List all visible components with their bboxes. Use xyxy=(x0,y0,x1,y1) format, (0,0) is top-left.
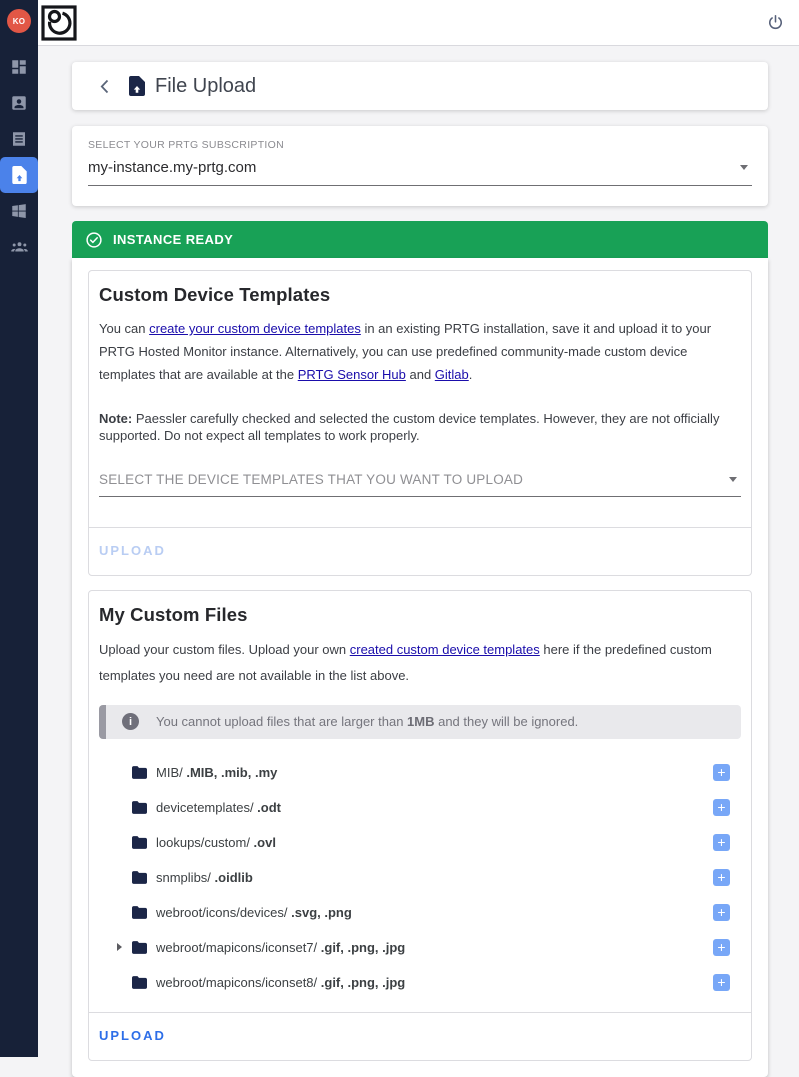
add-file-button[interactable]: + xyxy=(713,764,730,781)
back-button[interactable] xyxy=(100,79,109,94)
sidebar-item-dashboard[interactable] xyxy=(0,49,38,85)
add-file-button[interactable]: + xyxy=(713,974,730,991)
templates-card-footer xyxy=(89,527,751,575)
account-badge-icon xyxy=(10,94,28,112)
status-banner xyxy=(72,221,768,258)
folder-icon xyxy=(132,976,147,989)
chevron-down-icon xyxy=(740,165,748,170)
folder-label: lookups/custom/ .ovl xyxy=(156,834,276,850)
upload-templates-button[interactable]: UPLOAD xyxy=(99,542,166,558)
subscription-label: SELECT YOUR PRTG SUBSCRIPTION xyxy=(88,139,284,151)
folder-label: MIB/ .MIB, .mib, .my xyxy=(156,764,278,780)
sidebar-item-list[interactable] xyxy=(0,121,38,157)
my-custom-files-card xyxy=(88,590,752,1061)
info-banner-text: You cannot upload files that are larger than 1MB and they will be ignored. xyxy=(156,714,579,730)
device-templates-select-placeholder: SELECT THE DEVICE TEMPLATES THAT YOU WANT TO UPLOAD xyxy=(99,471,524,487)
folder-row xyxy=(99,790,741,825)
status-banner-text: INSTANCE READY xyxy=(113,232,234,247)
custom-files-card-title: My Custom Files xyxy=(99,603,248,625)
file-upload-icon xyxy=(12,166,27,184)
main-content xyxy=(38,47,799,1077)
text-link[interactable]: Gitlab xyxy=(434,366,469,382)
folder-icon xyxy=(132,836,147,849)
folder-row xyxy=(99,755,741,790)
device-templates-select[interactable] xyxy=(99,472,741,497)
content-container xyxy=(72,258,768,1077)
upload-custom-files-button[interactable]: UPLOAD xyxy=(99,1027,166,1043)
templates-note: Note: Paessler carefully checked and selected the custom device templates. However, they are not officially supported. Do not expect all templates to work properly. xyxy=(99,411,720,444)
add-file-button[interactable]: + xyxy=(713,834,730,851)
check-circle-icon xyxy=(85,231,103,249)
folder-label: webroot/icons/devices/ .svg, .png xyxy=(156,904,352,920)
add-file-button[interactable]: + xyxy=(713,939,730,956)
folder-icon xyxy=(132,766,147,779)
sidebar-item-team[interactable] xyxy=(0,229,38,265)
folder-row xyxy=(99,965,741,1000)
folder-list xyxy=(99,755,741,1012)
folder-label: snmplibs/ .oidlib xyxy=(156,869,253,885)
templates-card-title: Custom Device Templates xyxy=(99,284,331,305)
expand-caret-icon[interactable] xyxy=(117,943,132,951)
folder-icon xyxy=(132,871,147,884)
add-file-button[interactable]: + xyxy=(713,799,730,816)
info-icon: i xyxy=(122,713,139,730)
sidebar-item-account[interactable] xyxy=(0,85,38,121)
folder-icon xyxy=(132,801,147,814)
info-banner xyxy=(99,705,741,739)
custom-files-intro: Upload your custom files. Upload your own created custom device templates here if the predefined custom templates you need are not available in the list above. xyxy=(99,641,712,683)
custom-device-templates-card xyxy=(88,270,752,576)
page-title: File Upload xyxy=(155,74,257,97)
list-icon xyxy=(10,130,28,148)
folder-icon xyxy=(132,941,147,954)
folder-row xyxy=(99,860,741,895)
subscription-select[interactable] xyxy=(88,159,752,186)
paessler-logo-icon[interactable] xyxy=(41,5,77,41)
sidebar-item-file-upload[interactable] xyxy=(0,157,38,193)
folder-label: webroot/mapicons/iconset8/ .gif, .png, .jpg xyxy=(156,974,406,990)
folder-row xyxy=(99,930,741,965)
folder-row xyxy=(99,825,741,860)
subscription-value: my-instance.my-prtg.com xyxy=(88,159,257,176)
custom-files-card-footer xyxy=(89,1012,751,1060)
folder-label: webroot/mapicons/iconset7/ .gif, .png, .jpg xyxy=(156,939,406,955)
text-link[interactable]: created custom device templates xyxy=(349,641,540,657)
people-group-icon xyxy=(10,238,29,256)
sidebar xyxy=(0,0,38,1057)
power-icon[interactable] xyxy=(767,14,784,31)
page-title-card xyxy=(72,62,768,110)
file-upload-icon xyxy=(129,76,145,96)
avatar[interactable]: KO xyxy=(7,9,31,33)
folder-label: devicetemplates/ .odt xyxy=(156,799,281,815)
chevron-down-icon xyxy=(729,477,737,482)
sidebar-nav xyxy=(0,49,38,265)
subscription-card xyxy=(72,126,768,206)
folder-icon xyxy=(132,906,147,919)
add-file-button[interactable]: + xyxy=(713,869,730,886)
windows-icon xyxy=(10,202,28,220)
templates-intro: You can create your custom device templates in an existing PRTG installation, save it and upload it to your PRTG Hosted Monitor instance. Alternatively, you can use predefined community-made custom device templates that are available at the PRTG Sensor Hub and Gitlab. xyxy=(99,321,712,382)
folder-row xyxy=(99,895,741,930)
text-link[interactable]: create your custom device templates xyxy=(149,321,361,336)
dashboard-icon xyxy=(10,58,28,76)
text-link[interactable]: PRTG Sensor Hub xyxy=(297,366,406,382)
sidebar-item-windows[interactable] xyxy=(0,193,38,229)
add-file-button[interactable]: + xyxy=(713,904,730,921)
top-bar xyxy=(38,0,799,46)
